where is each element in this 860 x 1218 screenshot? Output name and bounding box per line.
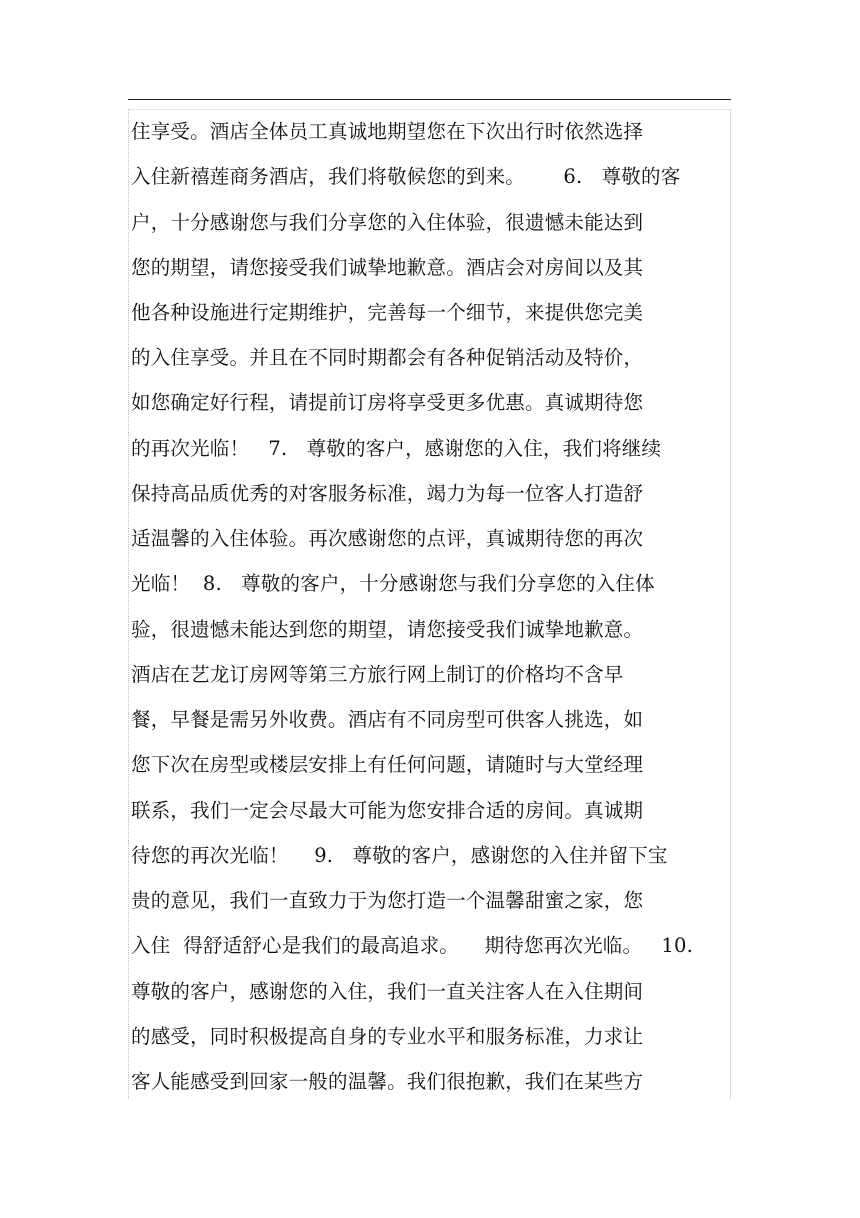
text-line: 保持高品质优秀的对客服务标准，竭力为每一位客人打造舒 [131,481,644,505]
text-line: 住享受。酒店全体员工真诚地期望您在下次出行时依然选择 [131,120,644,143]
text-line: 客人能感受到回家一般的温馨。我们很抱歉，我们在某些方 [131,1070,644,1093]
text-line: 尊敬的客户，感谢您的入住，我们一直关注客人在入住期间 [131,979,644,1003]
text-line: 您的期望，请您接受我们诚挚地歉意。酒店会对房间以及其 [131,255,644,279]
text-line: 的入住享受。并且在不同时期都会有各种促销活动及特价， [131,346,644,370]
text-line: 如您确定好行程，请提前订房将享受更多优惠。真诚期待您 [131,391,644,415]
header-rule [128,99,731,100]
text-line: 贵的意见，我们一直致力于为您打造一个温馨甜蜜之家，您 [131,889,644,912]
text-line: 您下次在房型或楼层安排上有任何问题，请随时与大堂经理 [131,753,644,777]
text-line: 他各种设施进行定期维护，完善每一个细节，来提供您完美 [131,301,644,324]
text-line: 户，十分感谢您与我们分享您的入住体验，很遗憾未能达到 [131,210,644,234]
text-line: 的感受，同时积极提高自身的专业水平和服务标准，力求让 [131,1024,644,1048]
text-line: 验，很遗憾未能达到您的期望，请您接受我们诚挚地歉意。 [131,617,644,641]
text-line: 联系，我们一定会尽最大可能为您安排合适的房间。真诚期 [131,798,644,822]
text-line: 酒店在艺龙订房网等第三方旅行网上制订的价格均不含早 [131,662,624,686]
text-line: 的再次光临！ 7. 尊敬的客户，感谢您的入住，我们将继续 [131,436,662,460]
text-line: 待您的再次光临！ 9. 尊敬的客户，感谢您的入住并留下宝 [131,843,668,867]
text-line: 入住 得舒适舒心是我们的最高追求。 期待您再次光临。 10. [131,934,693,958]
text-line: 餐，早餐是需另外收费。酒店有不同房型可供客人挑选，如 [131,708,644,732]
text-line: 光临！ 8. 尊敬的客户，十分感谢您与我们分享您的入住体 [131,572,655,596]
text-line: 适温馨的入住体验。再次感谢您的点评，真诚期待您的再次 [131,527,644,551]
text-line: 入住新禧莲商务酒店，我们将敬候您的到来。 6. 尊敬的客 [131,165,681,189]
